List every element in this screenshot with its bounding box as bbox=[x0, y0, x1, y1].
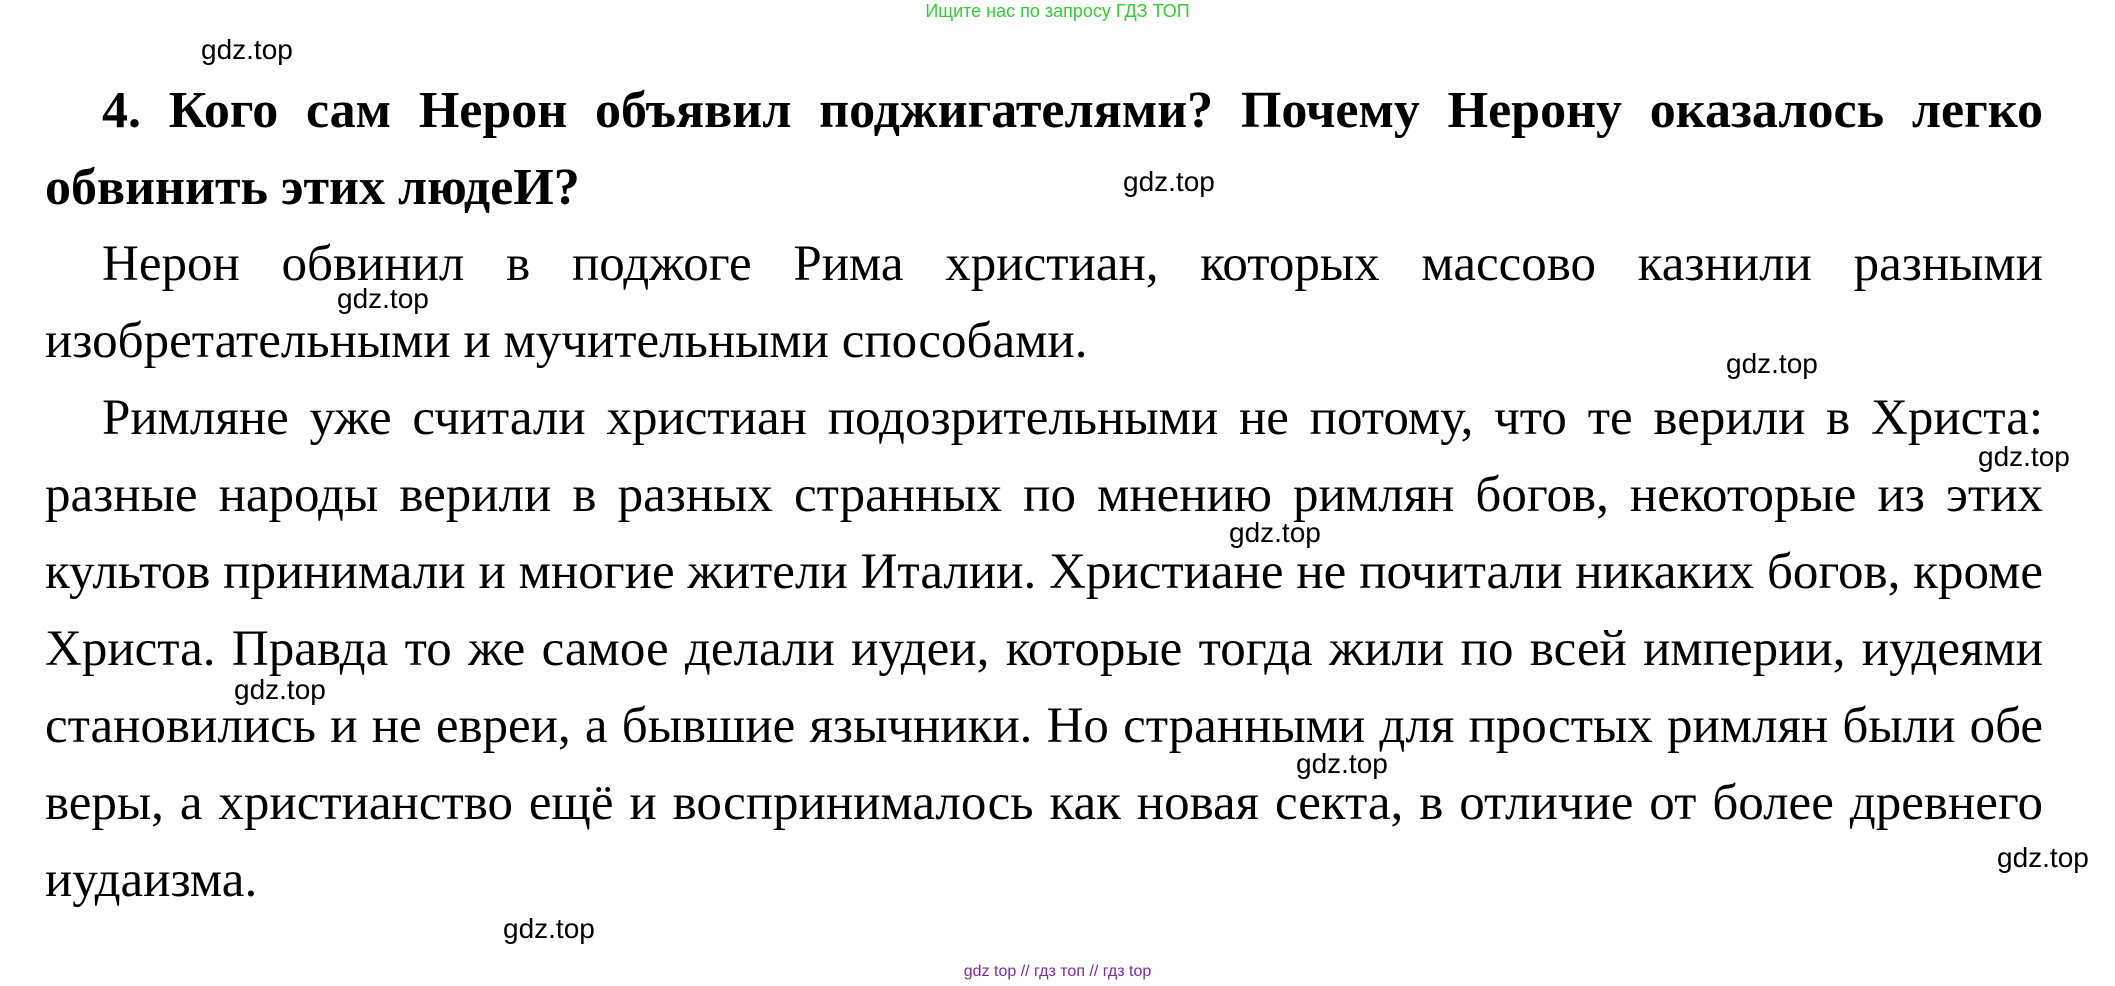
watermark: gdz.top bbox=[1296, 748, 1388, 779]
watermark: gdz.top bbox=[337, 283, 429, 314]
watermark: gdz.top bbox=[201, 34, 293, 65]
footer-links: gdz top // гдз топ // гдз top bbox=[963, 963, 1152, 980]
watermark: gdz.top bbox=[234, 674, 326, 705]
question-heading: 4. Кого сам Нерон объявил поджигателями? Почему Нерону оказалось легко обвинить этих людеИ? bbox=[45, 82, 2043, 216]
watermark: gdz.top bbox=[503, 913, 595, 944]
watermark: gdz.top bbox=[1978, 441, 2070, 472]
main-content bbox=[45, 72, 2043, 919]
watermark: gdz.top bbox=[1229, 517, 1321, 548]
answer-paragraph-1: Нерон обвинил в поджоге Рима христиан, которых массово казнили разными изобретательными и мучительными способами. bbox=[45, 236, 2043, 369]
watermark: gdz.top bbox=[1997, 842, 2089, 873]
watermark: gdz.top bbox=[1726, 348, 1818, 379]
watermark: gdz.top bbox=[1123, 166, 1215, 197]
answer-paragraph-2: Римляне уже считали христиан подозрительными не потому, что те верили в Христа: разные народы верили в разных странных по мнению римлян богов, некоторые из этих культов принимали и многие жители Италии. Христиане не почитали никаких богов, кроме Христа. Правда то же самое делали иудеи, которые тогда жили по всей империи, иудеями становились и не евреи, а бывшие язычники. Но странными для простых римлян были обе веры, а христианство ещё и воспринималось как новая секта, в отличие от более древнего иудаизма. bbox=[45, 390, 2043, 908]
top-banner: Ищите нас по запросу ГДЗ ТОП bbox=[925, 1, 1190, 21]
